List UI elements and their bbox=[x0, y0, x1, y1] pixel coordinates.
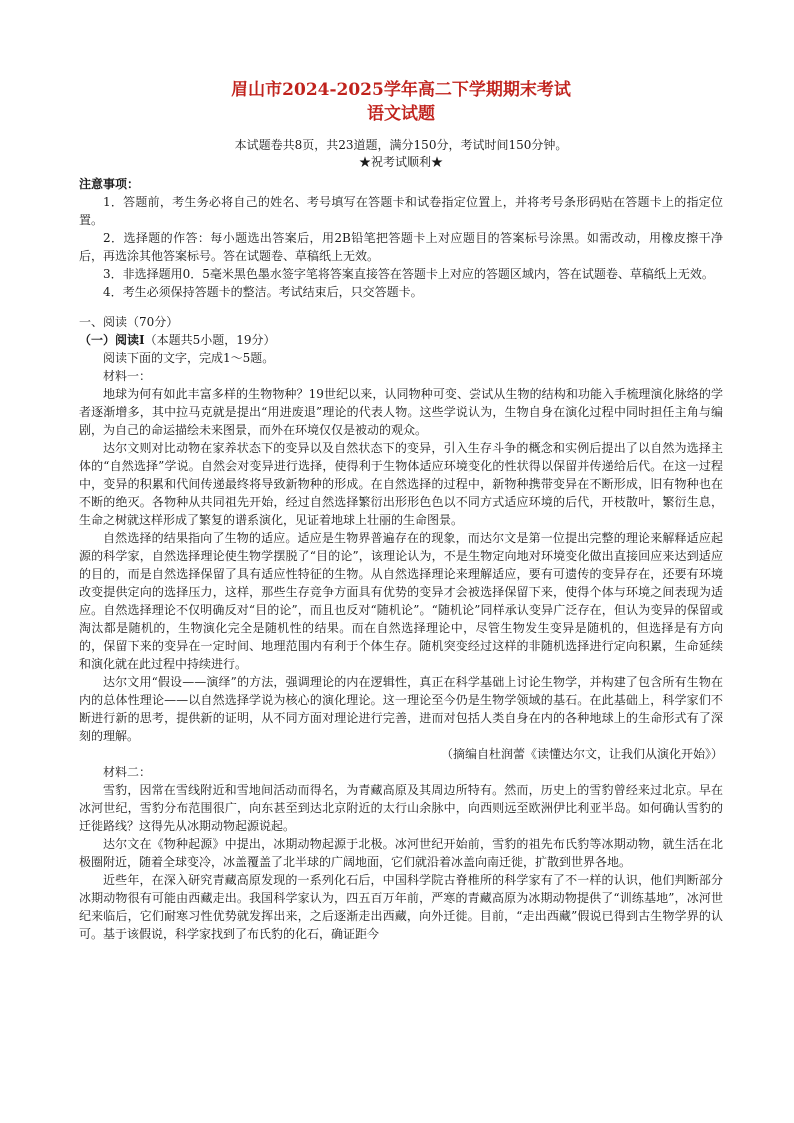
material1-paragraph-4: 达尔文用“假设——演绎”的方法，强调理论的内在逻辑性，真正在科学基础上讨论生物学，并构建了包含所有生物在内的总体性理论——以自然选择学说为核心的演化理论。这一理论至今仍是生物学领域的基石。在此基础上，科学家们不断进行新的思考，提供新的证明，从不同方面对理论进行完善，进而对包括人类自身在内的各种地球上的生命形式有了深刻的理解。 bbox=[79, 675, 723, 743]
exam-title: 眉山市2024-2025学年高二下学期期末考试 bbox=[231, 80, 571, 100]
material2-paragraph-3: 近些年，在深入研究青藏高原发现的一系列化石后，中国科学院古脊椎所的科学家有了不一样的认识，他们判断部分冰期动物很有可能由西藏走出。我国科学家认为，四五百万年前，严寒的青藏高原为冰期动物提供了“训练基地”，冰河世纪来临后，它们耐寒习性优势就发挥出来，之后逐渐走出西藏，向外迁徙。目前，“走出西藏”假说已得到古生物学界的认可。基于该假说，科学家找到了布氏豹的化石，确证距今 bbox=[79, 873, 723, 941]
subsection-desc: （本题共5小题，19分） bbox=[144, 333, 276, 347]
exam-subject: 语文试题 bbox=[367, 104, 435, 124]
notice-label: 注意事项： bbox=[79, 177, 140, 191]
exam-meta: 本试题卷共8页，共23道题，满分150分，考试时间150分钟。 bbox=[234, 138, 568, 152]
reading-instruction: 阅读下面的文字，完成1～5题。 bbox=[103, 351, 275, 365]
notice-item-2: 2．选择题的作答：每小题选出答案后，用2B铅笔把答题卡上对应题目的答案标号涂黑。如需改动，用橡皮擦干净后，再选涂其他答案标号。答在试题卷、草稿纸上无效。 bbox=[79, 231, 723, 263]
material1-paragraph-3: 自然选择的结果指向了生物的适应。适应是生物界普遍存在的现象，而达尔文是第一位提出完整的理论来解释适应起源的科学家，自然选择理论使生物学摆脱了“目的论”，该理论认为，不是生物定向地对环境变化做出直接回应来达到适应的目的，而是自然选择保留了具有适应性特征的生物。从自然选择理论来理解适应，要有可遗传的变异存在，还要有环境改变提供定向的选择压力，这样，那些生存竞争方面具有优势的变异才会被选择保留下来，使得个体与环境之间表现为适应。自然选择理论不仅明确反对“目的论”，而且也反对“随机论”。“随机论”同样承认变异广泛存在，但认为变异的保留或淘汰都是随机的，生物演化完全是随机性的结果。而在自然选择理论中，尽管生物发生变异是随机的，但选择是有方向的，保留下来的变异在一定时间、地理范围内有利于个体生存。随机突变经过这样的非随机选择进行定向积累，生命延续和演化就在此过程中持续进行。 bbox=[79, 531, 723, 671]
material1-source: （摘编自杜润蕾《读懂达尔文，让我们从演化开始》） bbox=[440, 747, 723, 761]
material1-label: 材料一： bbox=[103, 369, 152, 383]
material2-label: 材料二： bbox=[103, 765, 152, 779]
exam-page bbox=[79, 78, 723, 943]
exam-wish: ★祝考试顺利★ bbox=[358, 155, 443, 169]
material2-paragraph-1: 雪豹，因常在雪线附近和雪地间活动而得名，为青藏高原及其周边所特有。然而，历史上的雪豹曾经来过北京。早在冰河世纪，雪豹分布范围很广，向东甚至到达北京附近的太行山余脉中，向西则远至欧洲伊比利亚半岛。如何确认雪豹的迁徙路线？这得先从冰期动物起源说起。 bbox=[79, 783, 723, 833]
subsection-label: （一）阅读Ⅰ bbox=[79, 333, 145, 347]
material2-paragraph-2: 达尔文在《物种起源》中提出，冰期动物起源于北极。冰河世纪开始前，雪豹的祖先布氏豹等冰期动物，就生活在北极圈附近，随着全球变冷，冰盖覆盖了北半球的广阔地面，它们就沿着冰盖向南迁徙，扩散到世界各地。 bbox=[79, 837, 723, 869]
notice-item-4: 4．考生必须保持答题卡的整洁。考试结束后，只交答题卡。 bbox=[103, 285, 423, 299]
notice-item-1: 1．答题前，考生务必将自己的姓名、考号填写在答题卡和试卷指定位置上，并将考号条形码贴在答题卡上的指定位置。 bbox=[79, 195, 723, 227]
material1-paragraph-2: 达尔文则对比动物在家养状态下的变异以及自然状态下的变异，引入生存斗争的概念和实例后提出了以自然为选择主体的“自然选择”学说。自然会对变异进行选择，使得利于生物体适应环境变化的性状得以保留并传递给后代。在这一过程中，变异的积累和代间传递最终将导致新物种的形成。在自然选择的过程中，新物种携带变异在不断形成，旧有物种也在不断的绝灭。各物种从共同祖先开始，经过自然选择繁衍出形形色色以不同方式适应环境的后代，开枝散叶，繁衍生息，生命之树就这样形成了繁复的谱系演化，见证着地球上壮丽的生命图景。 bbox=[79, 441, 723, 527]
subsection-heading bbox=[79, 331, 723, 349]
section-heading: 一、阅读（70分） bbox=[79, 315, 179, 329]
material1-paragraph-1: 地球为何有如此丰富多样的生物物种？19世纪以来，认同物种可变、尝试从生物的结构和功能入手梳理演化脉络的学者逐渐增多，其中拉马克就是提出“用进废退”理论的代表人物。这些学说认为，生物自身在演化过程中同时担任主角与编剧，为自己的命运描绘未来图景，而外在环境仅仅是被动的观众。 bbox=[79, 387, 723, 437]
notice-item-3: 3．非选择题用0．5毫米黑色墨水签字笔将答案直接答在答题卡上对应的答题区域内，答在试题卷、草稿纸上无效。 bbox=[103, 267, 714, 281]
